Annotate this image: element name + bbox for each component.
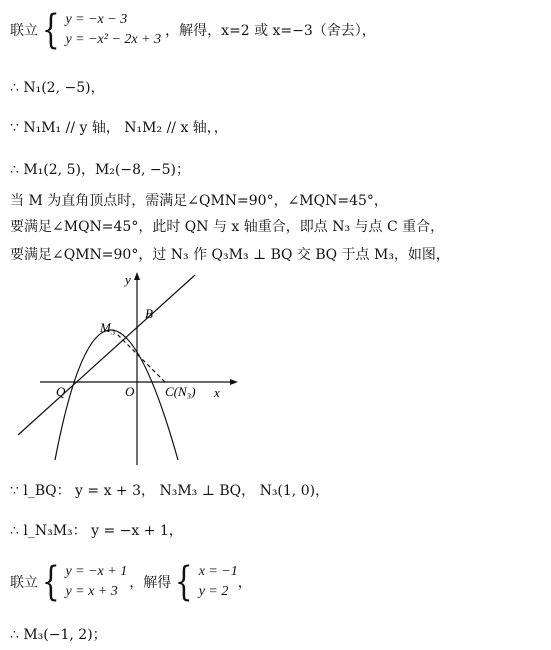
label-m3: M₃ [100, 320, 116, 335]
statement-parallel: ∵ N₁M₁ // y 轴， N₁M₂ // x 轴，， [10, 120, 228, 136]
parabola-figure [10, 270, 250, 470]
solution-x: x = −1 [198, 564, 238, 579]
x-axis-arrow [230, 379, 238, 385]
lianli-label-2: 联立 [10, 575, 38, 591]
solution-system [199, 562, 238, 602]
label-b: B [145, 306, 153, 321]
equation-2: y = −x² − 2x + 3 [65, 32, 162, 47]
statement-l-n3m3: ∴ l_N₃M₃： y = −x + 1， [10, 523, 183, 539]
equation-1: y = −x − 3 [65, 12, 128, 27]
equation-3: y = −x + 1 [65, 564, 128, 579]
statement-perpendicular: 要满足∠QMN=90°，过 N₃ 作 Q₃M₃ ⊥ BQ 交 BQ 于点 M₃，如图， [10, 247, 450, 263]
system-1 [10, 7, 376, 53]
equation-system-2 [65, 562, 127, 602]
brace-symbol: { [41, 7, 60, 53]
comma-suffix: ， [237, 575, 252, 591]
label-q: Q [56, 384, 66, 399]
statement-angle-45: 要满足∠MQN=45°，此时 QN 与 x 轴重合，即点 N₃ 与点 C 重合， [10, 219, 445, 235]
y-axis-arrow [134, 272, 140, 280]
label-y: y [125, 272, 131, 287]
statement-right-angle: 当 M 为直角顶点时，需满足∠QMN=90°，∠MQN=45°， [10, 193, 388, 209]
label-o: O [125, 384, 135, 399]
label-c-n3: C(N₃) [165, 384, 196, 399]
equation-4: y = x + 3 [65, 584, 118, 599]
parabola-curve [55, 330, 178, 460]
solution-text: ，解得，x=2 或 x=−3（舍去）， [165, 23, 376, 39]
solve-text: ，解得 [129, 575, 172, 591]
statement-m3: ∴ M₃(−1, 2)； [10, 627, 107, 643]
statement-n1: ∴ N₁(2, −5)， [10, 80, 105, 96]
solution-y: y = 2 [198, 584, 229, 599]
statement-m1-m2: ∴ M₁(2, 5)，M₂(−8, −5)； [10, 162, 190, 178]
system-2 [10, 559, 252, 605]
brace-symbol-3: { [175, 559, 193, 605]
equation-system [65, 10, 161, 50]
brace-symbol-2: { [41, 559, 60, 605]
label-x: x [214, 385, 220, 400]
lianli-label: 联立 [10, 23, 38, 39]
line-bq [18, 275, 195, 435]
statement-l-bq: ∵ l_BQ： y = x + 3， N₃M₃ ⊥ BQ， N₃(1, 0)， [10, 483, 330, 499]
